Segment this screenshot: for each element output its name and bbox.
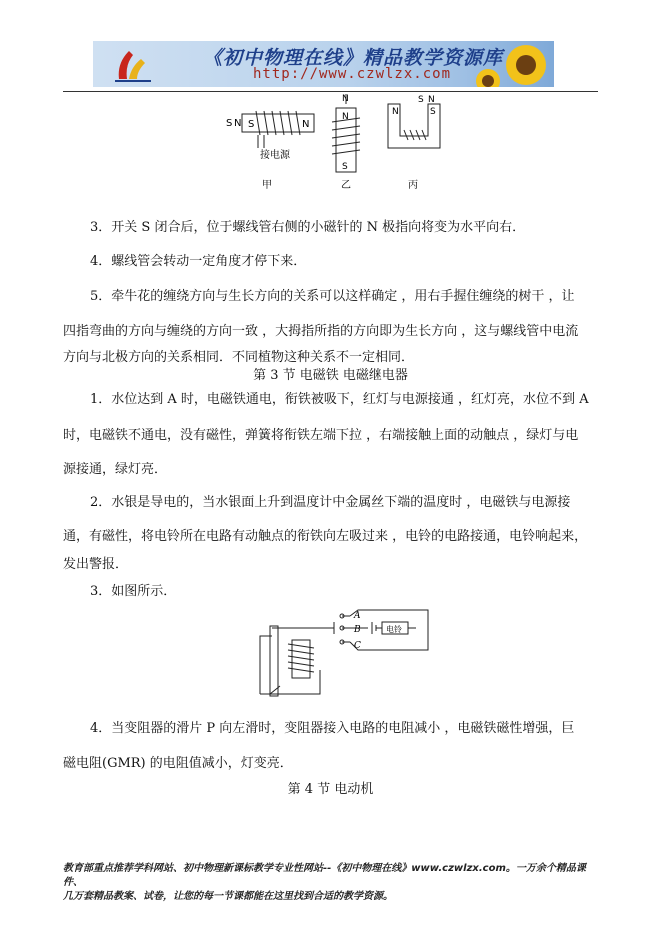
section-4-heading: 第 4 节 电动机 [287, 782, 374, 797]
label-S-top-bing: S [418, 95, 424, 105]
label-bell: 电铃 [386, 625, 402, 634]
relay-circuit-figure [250, 606, 435, 706]
para-4: 4．螺线管会转动一定角度才停下来． [90, 254, 307, 269]
label-S-yi: S [342, 162, 348, 172]
label-N-yi: N [342, 112, 349, 122]
para-5-line1: 5．牵牛花的缠绕方向与生长方向的关系可以这样确定 ，用右手握住缠绕的树干 ，让 [90, 289, 575, 304]
label-N-top-bing: N [428, 95, 435, 105]
sunflower-icon [474, 41, 554, 87]
q4-line1: 4．当变阻器的滑片 P 向左滑时，变阻器接入电路的电阻减小 ，电磁铁磁性增强，巨 [90, 721, 575, 736]
caption-bing: 丙 [408, 180, 418, 191]
site-logo-icon [113, 45, 153, 83]
q2-line2: 通，有磁性，将电铃所在电路有动触点的衔铁向左吸过来 ，电铃的电路接通，电铃响起来， [63, 529, 588, 544]
label-A: A [354, 611, 361, 621]
q1-line3: 源接通，绿灯亮． [63, 462, 168, 477]
footer-line1: 教育部重点推荐学科网站、初中物理新课标教学专业性网站--《初中物理在线》www.czwlzx.com。一万余个精品课件、 [63, 863, 586, 888]
footer-line2: 几万套精品教案、试卷，让您的每一节课都能在这里找到合适的教学资源。 [63, 891, 393, 902]
site-url[interactable]: http://www.czwlzx.com [253, 66, 452, 82]
label-N-bing: N [392, 107, 399, 117]
caption-yi: 乙 [341, 180, 351, 191]
label-power: 接电源 [260, 150, 290, 161]
label-S: S [226, 118, 233, 129]
para-5-line3: 方向与北极方向的关系相同．不同植物这种关系不一定相同． [63, 350, 415, 365]
q1-line1: 1．水位达到 A 时，电磁铁通电，衔铁被吸下，红灯与电源接通 ，红灯亮，水位不到 A [90, 392, 589, 407]
label-S-bing: S [430, 107, 436, 117]
label-B: B [354, 625, 361, 635]
header-banner [93, 41, 554, 87]
q1-line2: 时，电磁铁不通电，没有磁性，弹簧将衔铁左端下拉 ，右端接触上面的动触点 ，绿灯与电 [63, 428, 579, 443]
q4-line2: 磁电阻(GMR) 的电阻值减小，灯变亮． [63, 756, 293, 771]
label-C: C [354, 641, 361, 651]
site-title: 《初中物理在线》精品教学资源库 [203, 47, 504, 69]
para-5-line2: 四指弯曲的方向与缠绕的方向一致 ，大拇指所指的方向即为生长方向 ，这与螺线管中电流 [63, 324, 579, 339]
q3-line: 3．如图所示． [90, 584, 177, 599]
caption-jia: 甲 [262, 180, 272, 191]
solenoid-figure [220, 92, 450, 192]
label-S-core: S [248, 119, 255, 130]
page-footer [63, 862, 603, 904]
section-3-heading: 第 3 节 电磁铁 电磁继电器 [253, 368, 408, 383]
q2-line3: 发出警报． [63, 557, 129, 572]
para-3: 3．开关 S 闭合后，位于螺线管右侧的小磁针的 N 极指向将变为水平向右． [90, 220, 526, 235]
q2-line1: 2．水银是导电的，当水银面上升到温度计中金属丝下端的温度时 ，电磁铁与电源接 [90, 495, 571, 510]
label-N-core: N [302, 119, 310, 130]
label-N-top: N [342, 94, 349, 104]
label-N: N [234, 118, 242, 129]
